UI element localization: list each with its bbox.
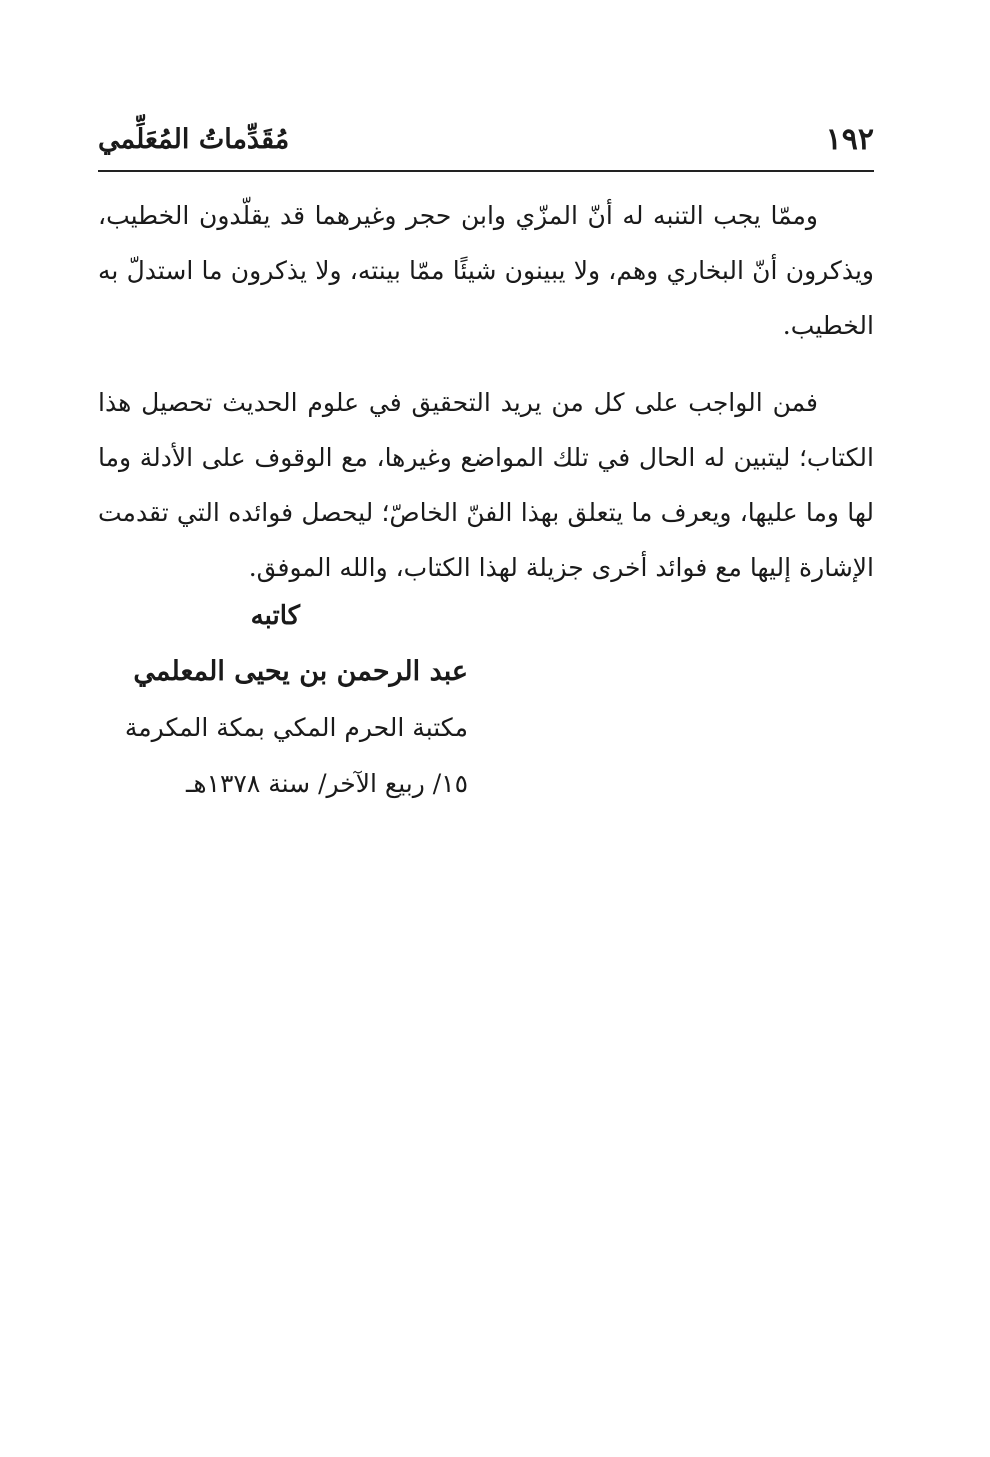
page-number: ١٩٢ — [825, 122, 874, 157]
signature-label: كاتبه — [250, 601, 300, 631]
body-text — [98, 188, 874, 617]
signature-name: عبد الرحمن بن يحيى المعلمي — [133, 656, 468, 687]
running-title: مُقَدِّماتُ المُعَلِّمي — [98, 124, 290, 155]
signature-date: ١٥/ ربيع الآخر/ سنة ١٣٧٨هـ — [186, 769, 468, 798]
signature-block — [108, 588, 468, 812]
signature-place: مكتبة الحرم المكي بمكة المكرمة — [124, 713, 468, 742]
header-divider — [98, 170, 874, 172]
paragraph-1: وممّا يجب التنبه له أنّ المزّي وابن حجر وغيرهما قد يقلّدون الخطيب، ويذكرون أنّ البخاري وهم، ولا يبينون شيئًا ممّا بينته، ولا يذكرون ما استدلّ به الخطيب. — [98, 201, 874, 340]
paragraph-2: فمن الواجب على كل من يريد التحقيق في علوم الحديث تحصيل هذا الكتاب؛ ليتبين له الحال في تلك المواضع وغيرها، مع الوقوف على الأدلة وما لها وما عليها، ويعرف ما يتعلق بهذا الفنّ الخاصّ؛ ليحصل فوائده التي تقدمت الإشارة إليها مع فوائد أخرى جزيلة لهذا الكتاب، والله الموفق. — [98, 388, 874, 582]
page-header — [98, 120, 874, 160]
